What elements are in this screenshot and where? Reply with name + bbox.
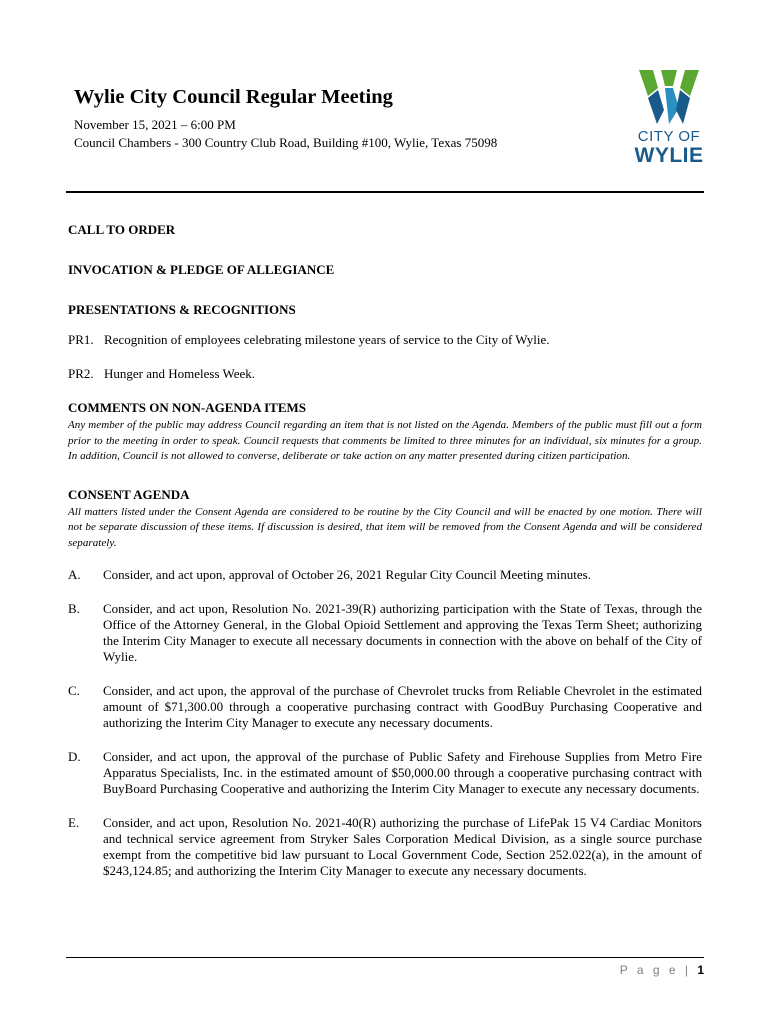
consent-item-letter: A.: [68, 567, 81, 582]
presentation-text: Recognition of employees celebrating milestone years of service to the City of Wylie.: [104, 332, 550, 347]
page-title: Wylie City Council Regular Meeting: [74, 86, 393, 108]
presentation-number: PR2.: [68, 366, 94, 381]
agenda-body: [68, 222, 702, 879]
consent-item-d: [68, 749, 702, 797]
presentation-text: Hunger and Homeless Week.: [104, 366, 256, 381]
consent-item-letter: B.: [68, 601, 80, 616]
logo-city-of-text: CITY OF: [637, 128, 701, 145]
section-call-to-order: CALL TO ORDER: [68, 222, 176, 237]
header-divider: [66, 191, 704, 193]
consent-note: All matters listed under the Consent Agenda are considered to be routine by the City Council and will be enacted by one motion. There will not be separate discussion of these items. If discussion is desired, that item will be removed from the Consent Agenda and will be considered separately.: [68, 505, 702, 549]
consent-item-text: Consider, and act upon, Resolution No. 2021-40(R) authorizing the purchase of LifePak 15 V4 Cardiac Monitors and technical service agreement from Stryker Sales Corporation Medical Division, as a single source purchase exempt from the competitive bid law pursuant to Local Government Code, Section 252.022(a), in the amount of $243,124.85; and authorizing the Interim City Manager to execute any necessary documents.: [103, 815, 702, 878]
wylie-w-logo-icon: [631, 66, 707, 128]
section-comments: COMMENTS ON NON-AGENDA ITEMS: [68, 400, 306, 415]
presentation-item: [68, 366, 702, 382]
comments-note: Any member of the public may address Council regarding an item that is not listed on the Agenda. Members of the public must fill out a form prior to the meeting in order to speak. Council requests that comments be limited to three minutes for an individual, six minutes for a group. In addition, Council is not allowed to converse, deliberate or take action on any matter presented during citizen participation.: [68, 419, 702, 462]
meeting-date: November 15, 2021 – 6:00 PM: [74, 116, 236, 132]
page-footer: [620, 963, 704, 977]
consent-item-a: [68, 567, 702, 583]
meeting-location: Council Chambers - 300 Country Club Road, Building #100, Wylie, Texas 75098: [74, 134, 498, 150]
page-number: 1: [697, 963, 704, 977]
consent-item-text: Consider, and act upon, the approval of the purchase of Public Safety and Firehouse Supplies from Metro Fire Apparatus Specialists, Inc. in the estimated amount of $50,000.00 through a cooperative purchasing contract with BuyBoard Purchasing Cooperative and authorizing the Interim City Manager to execute any necessary documents.: [103, 749, 702, 796]
footer-divider: [66, 957, 704, 958]
section-consent-agenda: CONSENT AGENDA: [68, 486, 190, 502]
city-logo: [631, 66, 707, 170]
consent-item-e: [68, 815, 702, 879]
consent-item-text: Consider, and act upon, approval of October 26, 2021 Regular City Council Meeting minutes.: [103, 567, 591, 582]
consent-item-c: [68, 683, 702, 731]
consent-item-letter: D.: [68, 749, 81, 764]
document-header: [74, 86, 614, 152]
logo-wylie-text: WYLIE: [634, 144, 704, 167]
presentation-number: PR1.: [68, 332, 94, 347]
page-label: P a g e |: [619, 963, 691, 977]
presentation-item: [68, 332, 702, 348]
consent-item-letter: C.: [68, 683, 80, 698]
consent-item-text: Consider, and act upon, the approval of the purchase of Chevrolet trucks from Reliable Chevrolet in the estimated amount of $71,300.00 through a cooperative purchasing contract with GoodBuy Purchasing Cooperative and authorizing the Interim City Manager to execute any necessary documents.: [103, 683, 702, 730]
section-presentations: PRESENTATIONS & RECOGNITIONS: [68, 302, 296, 317]
section-invocation: INVOCATION & PLEDGE OF ALLEGIANCE: [68, 262, 335, 277]
consent-item-b: [68, 601, 702, 665]
consent-item-text: Consider, and act upon, Resolution No. 2021-39(R) authorizing participation with the State of Texas, through the Office of the Attorney General, in the Global Opioid Settlement and approving the Texas Term Sheet; authorizing the Interim City Manager to execute all necessary documents in connection with the above on behalf of the City of Wylie.: [103, 601, 702, 664]
consent-item-letter: E.: [68, 815, 80, 830]
